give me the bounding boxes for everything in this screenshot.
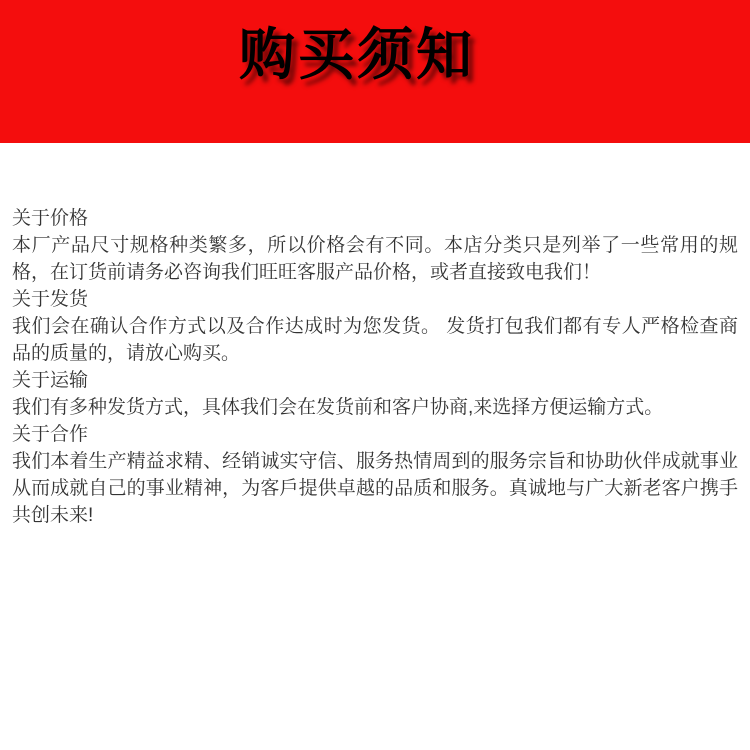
section-cooperation-heading: 关于合作 (12, 424, 89, 445)
section-cooperation-body: 我们本着生产精益求精、经销诚实守信、服务热情周到的服务宗旨和协助伙伴成就事业从而成就自己的事业精神，为客戶提供卓越的品质和服务。真诚地与广大新老客户携手共创未来! (12, 451, 738, 526)
banner (0, 0, 750, 143)
section-transport (12, 367, 738, 421)
section-price-heading: 关于价格 (12, 208, 89, 229)
section-shipping-heading: 关于发货 (12, 289, 89, 310)
notice-text-block (0, 143, 750, 529)
section-shipping (12, 286, 738, 367)
section-shipping-body: 我们会在确认合作方式以及合作达成时为您发货。 发货打包我们都有专人严格检查商品的质量的，请放心购买。 (12, 316, 738, 364)
section-price (12, 205, 738, 286)
banner-title: 购买须知 (239, 22, 475, 88)
section-transport-heading: 关于运输 (12, 370, 89, 391)
section-price-body: 本厂产品尺寸规格种类繁多，所以价格会有不同。本店分类只是列举了一些常用的规格，在订货前请务必咨询我们旺旺客服产品价格，或者直接致电我们！ (12, 235, 738, 283)
section-transport-body: 我们有多种发货方式，具体我们会在发货前和客户协商,来选择方便运输方式。 (12, 397, 664, 418)
section-cooperation (12, 421, 738, 529)
